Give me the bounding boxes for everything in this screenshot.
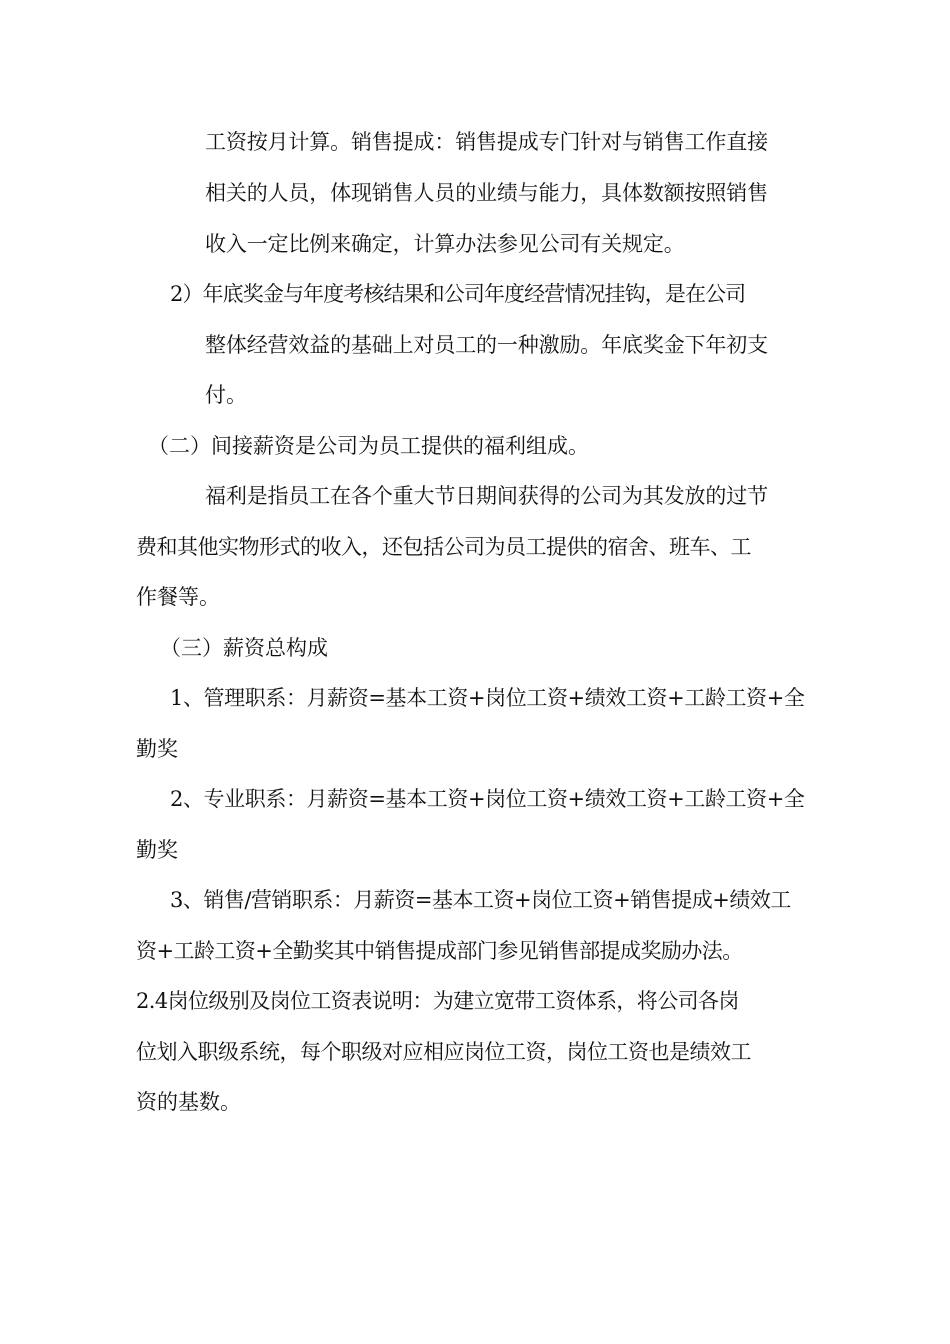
text-line: 费和其他实物形式的收入，还包括公司为员工提供的宿舍、班车、工 (136, 535, 751, 559)
text-line: 2.4岗位级别及岗位工资表说明：为建立宽带工资体系，将公司各岗 (136, 989, 739, 1013)
text-line: 资的基数。 (136, 1090, 241, 1114)
text-line: 勤奖 (136, 737, 178, 761)
text-line: 3、销售/营销职系：月薪资=基本工资+岗位工资+销售提成+绩效工 (170, 888, 791, 912)
text-line: 2、专业职系：月薪资=基本工资+岗位工资+绩效工资+工龄工资+全 (170, 787, 805, 811)
text-line: 2）年底奖金与年度考核结果和公司年度经营情况挂钩，是在公司 (170, 282, 746, 306)
text-line: 付。 (205, 383, 247, 407)
text-line: 工资按月计算。销售提成：销售提成专门针对与销售工作直接 (205, 130, 768, 154)
text-line: 1、管理职系：月薪资=基本工资+岗位工资+绩效工资+工龄工资+全 (170, 686, 805, 710)
text-line: 整体经营效益的基础上对员工的一种激励。年底奖金下年初支 (205, 333, 768, 357)
text-line: 资+工龄工资+全勤奖其中销售提成部门参见销售部提成奖励办法。 (136, 939, 743, 963)
text-line: 相关的人员，体现销售人员的业绩与能力，具体数额按照销售 (205, 181, 768, 205)
text-line: 作餐等。 (136, 585, 220, 609)
text-line: 位划入职级系统，每个职级对应相应岗位工资，岗位工资也是绩效工 (136, 1040, 751, 1064)
text-line: 勤奖 (136, 838, 178, 862)
text-line: 收入一定比例来确定，计算办法参见公司有关规定。 (205, 232, 685, 256)
section-heading: （三）薪资总构成 (160, 636, 328, 660)
text-line: 福利是指员工在各个重大节日期间获得的公司为其发放的过节 (205, 484, 768, 508)
section-heading: （二）间接薪资是公司为员工提供的福利组成。 (148, 434, 589, 458)
